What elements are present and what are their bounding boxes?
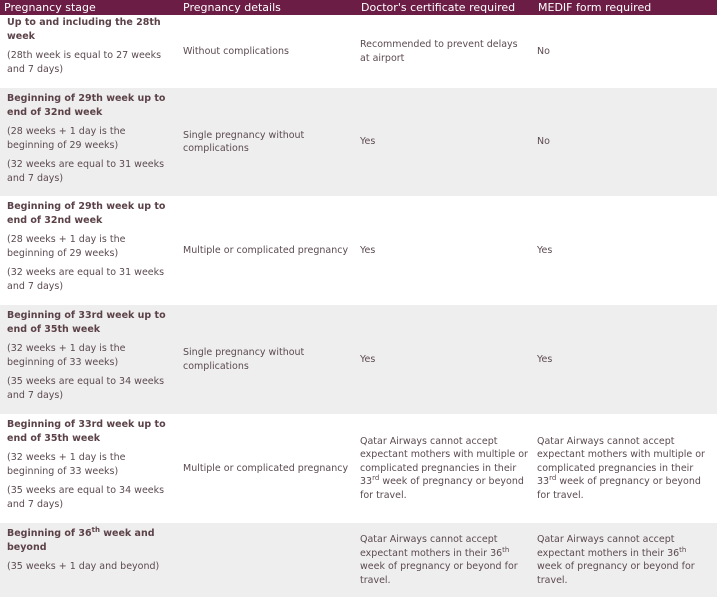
certificate-text: Qatar Airways cannot accept expectant mothers with multiple or complicated pregnancies in their 33 — [360, 435, 528, 488]
stage-note: (32 weeks + 1 day is the beginning of 33 weeks) — [7, 343, 126, 368]
stage-title-text-end: week and beyond — [7, 528, 155, 553]
stage-cell — [0, 15, 179, 88]
stage-cell — [0, 523, 179, 597]
medif-text: Qatar Airways cannot accept expectant mothers in their 36 — [537, 534, 680, 559]
stage-cell — [0, 305, 179, 414]
stage-note: (35 weeks are equal to 34 weeks and 7 days) — [7, 485, 165, 510]
medif-cell: Yes — [532, 196, 717, 305]
stage-title: Beginning of 29th week up to end of 32nd week — [7, 93, 166, 118]
medif-cell: No — [532, 88, 717, 196]
table-row — [0, 305, 717, 414]
medif-text: Qatar Airways cannot accept expectant mothers with multiple or complicated pregnancies in their 33 — [537, 435, 705, 488]
header-pregnancy-stage: Pregnancy stage — [0, 0, 179, 15]
stage-title: Beginning of 29th week up to end of 32nd week — [7, 201, 166, 226]
stage-note: (35 weeks are equal to 34 weeks and 7 days) — [7, 376, 165, 401]
stage-note: (32 weeks + 1 day is the beginning of 33 weeks) — [7, 452, 126, 477]
table-header — [0, 0, 717, 15]
stage-cell — [0, 196, 179, 305]
certificate-cell: Yes — [355, 305, 532, 414]
medif-cell — [532, 523, 717, 597]
certificate-cell — [355, 523, 532, 597]
ordinal-suffix: th — [91, 525, 100, 534]
stage-title — [7, 527, 173, 554]
stage-cell — [0, 88, 179, 196]
stage-note: (32 weeks are equal to 31 weeks and 7 days) — [7, 267, 165, 292]
ordinal-suffix: th — [502, 545, 510, 554]
header-medif-form: MEDIF form required — [532, 0, 717, 15]
ordinal-suffix: th — [679, 545, 687, 554]
certificate-cell — [355, 414, 532, 523]
medif-text-end: week of pregnancy or beyond for travel. — [537, 561, 695, 586]
medif-cell: No — [532, 15, 717, 88]
stage-title: Up to and including the 28th week — [7, 17, 161, 42]
stage-title: Beginning of 33rd week up to end of 35th week — [7, 419, 166, 444]
medif-text-end: week of pregnancy or beyond for travel. — [537, 476, 701, 501]
details-cell: Single pregnancy without complications — [179, 88, 355, 196]
details-cell: Single pregnancy without complications — [179, 305, 355, 414]
stage-title: Beginning of 33rd week up to end of 35th week — [7, 310, 166, 335]
details-cell: Without complications — [179, 15, 355, 88]
stage-cell — [0, 414, 179, 523]
ordinal-suffix: rd — [372, 474, 380, 483]
certificate-cell: Recommended to prevent delays at airport — [355, 15, 532, 88]
table-row — [0, 414, 717, 523]
medif-cell: Yes — [532, 305, 717, 414]
details-cell — [179, 523, 355, 597]
certificate-text-end: week of pregnancy or beyond for travel. — [360, 476, 524, 501]
table-row — [0, 15, 717, 88]
stage-note: (35 weeks + 1 day and beyond) — [7, 561, 160, 572]
medif-cell — [532, 414, 717, 523]
details-cell: Multiple or complicated pregnancy — [179, 196, 355, 305]
details-cell: Multiple or complicated pregnancy — [179, 414, 355, 523]
header-pregnancy-details: Pregnancy details — [179, 0, 355, 15]
table-row — [0, 523, 717, 597]
stage-note: (28 weeks + 1 day is the beginning of 29 weeks) — [7, 126, 126, 151]
stage-note: (28th week is equal to 27 weeks and 7 days) — [7, 50, 162, 75]
certificate-text-end: week of pregnancy or beyond for travel. — [360, 561, 518, 586]
table-row — [0, 88, 717, 196]
header-doctors-certificate: Doctor's certificate required — [355, 0, 532, 15]
stage-note: (32 weeks are equal to 31 weeks and 7 days) — [7, 159, 165, 184]
table-row — [0, 196, 717, 305]
ordinal-suffix: rd — [549, 474, 557, 483]
stage-title-text: Beginning of 36 — [7, 528, 92, 539]
stage-note: (28 weeks + 1 day is the beginning of 29 weeks) — [7, 234, 126, 259]
certificate-text: Qatar Airways cannot accept expectant mothers in their 36 — [360, 534, 503, 559]
certificate-cell: Yes — [355, 196, 532, 305]
certificate-cell: Yes — [355, 88, 532, 196]
